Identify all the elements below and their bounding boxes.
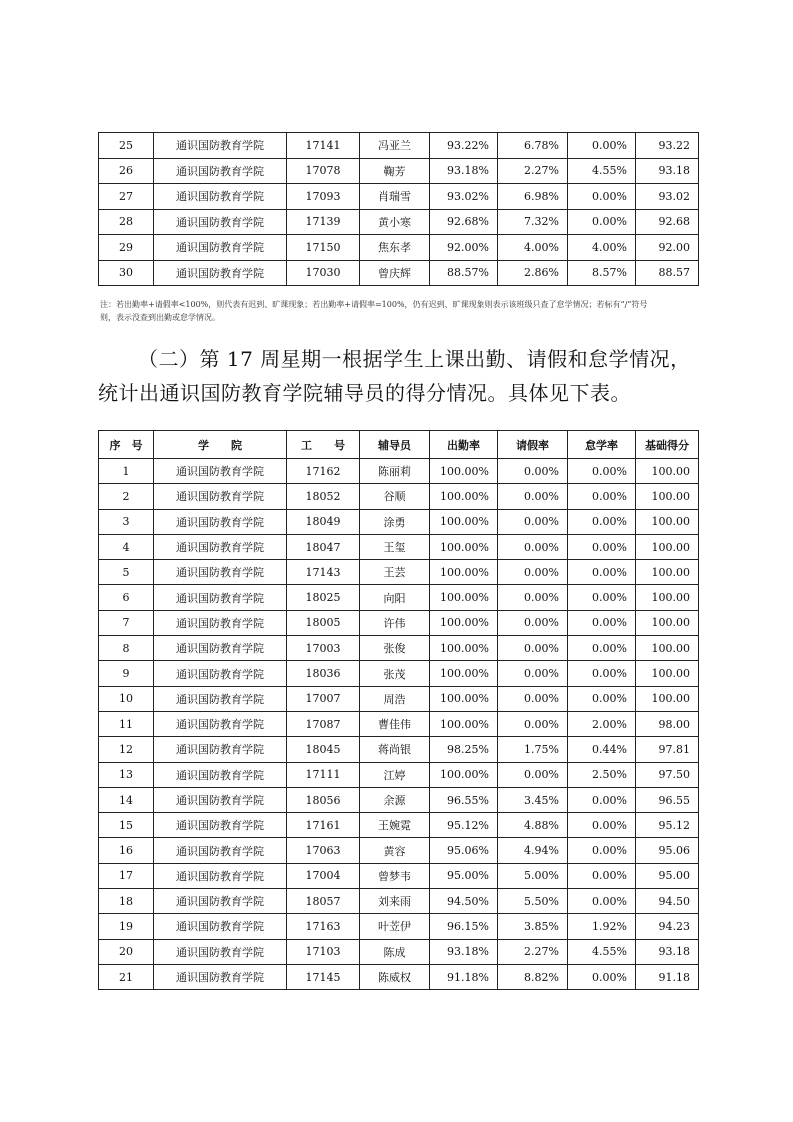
cell-staff-id: 17161: [287, 813, 360, 838]
cell-college: 通识国防教育学院: [154, 459, 287, 484]
cell-leave-rate: 0.00%: [498, 711, 568, 736]
cell-counselor: 许伟: [360, 610, 430, 635]
cell-base-score: 97.50: [636, 762, 699, 787]
cell-counselor: 曾庆辉: [360, 260, 430, 286]
cell-leave-rate: 0.00%: [498, 636, 568, 661]
cell-staff-id: 17163: [287, 914, 360, 939]
cell-attendance-rate: 100.00%: [430, 459, 498, 484]
cell-college: 通识国防教育学院: [154, 787, 287, 812]
cell-college: 通识国防教育学院: [154, 964, 287, 989]
cell-truancy-rate: 0.00%: [568, 838, 636, 863]
table-row: [99, 686, 699, 711]
table-row: [99, 260, 699, 286]
cell-base-score: 97.81: [636, 737, 699, 762]
cell-leave-rate: 2.86%: [498, 260, 568, 286]
cell-index: 10: [99, 686, 154, 711]
cell-leave-rate: 0.00%: [498, 610, 568, 635]
cell-counselor: 冯亚兰: [360, 133, 430, 159]
cell-college: 通识国防教育学院: [154, 560, 287, 585]
cell-attendance-rate: 95.00%: [430, 863, 498, 888]
cell-index: 7: [99, 610, 154, 635]
cell-truancy-rate: 4.00%: [568, 235, 636, 261]
table-row: [99, 534, 699, 559]
cell-college: 通识国防教育学院: [154, 610, 287, 635]
cell-base-score: 95.12: [636, 813, 699, 838]
cell-leave-rate: 0.00%: [498, 585, 568, 610]
cell-index: 12: [99, 737, 154, 762]
cell-leave-rate: 2.27%: [498, 158, 568, 184]
cell-leave-rate: 3.45%: [498, 787, 568, 812]
cell-index: 17: [99, 863, 154, 888]
cell-counselor: 王婉霓: [360, 813, 430, 838]
cell-attendance-rate: 100.00%: [430, 711, 498, 736]
table-row: [99, 661, 699, 686]
cell-staff-id: 18036: [287, 661, 360, 686]
header-truancy-rate: 怠学率: [568, 431, 636, 459]
cell-truancy-rate: 8.57%: [568, 260, 636, 286]
cell-attendance-rate: 100.00%: [430, 560, 498, 585]
header-attendance-rate: 出勤率: [430, 431, 498, 459]
cell-index: 21: [99, 964, 154, 989]
cell-college: 通识国防教育学院: [154, 235, 287, 261]
cell-base-score: 100.00: [636, 610, 699, 635]
cell-truancy-rate: 0.00%: [568, 863, 636, 888]
cell-leave-rate: 4.00%: [498, 235, 568, 261]
header-college: 学 院: [154, 431, 287, 459]
cell-leave-rate: 5.00%: [498, 863, 568, 888]
cell-base-score: 93.22: [636, 133, 699, 159]
cell-attendance-rate: 91.18%: [430, 964, 498, 989]
cell-base-score: 92.68: [636, 209, 699, 235]
cell-staff-id: 17139: [287, 209, 360, 235]
cell-truancy-rate: 4.55%: [568, 158, 636, 184]
cell-index: 15: [99, 813, 154, 838]
cell-truancy-rate: 0.00%: [568, 610, 636, 635]
table-row: [99, 711, 699, 736]
cell-truancy-rate: 0.00%: [568, 585, 636, 610]
cell-college: 通识国防教育学院: [154, 686, 287, 711]
table-row: [99, 209, 699, 235]
cell-college: 通识国防教育学院: [154, 863, 287, 888]
cell-counselor: 周浩: [360, 686, 430, 711]
cell-counselor: 江婷: [360, 762, 430, 787]
cell-leave-rate: 3.85%: [498, 914, 568, 939]
cell-counselor: 蒋尚银: [360, 737, 430, 762]
cell-base-score: 88.57: [636, 260, 699, 286]
cell-attendance-rate: 93.22%: [430, 133, 498, 159]
cell-leave-rate: 0.00%: [498, 534, 568, 559]
cell-base-score: 93.02: [636, 184, 699, 210]
cell-counselor: 张俊: [360, 636, 430, 661]
table-row: [99, 787, 699, 812]
continued-score-table: [98, 132, 699, 286]
cell-truancy-rate: 0.00%: [568, 133, 636, 159]
cell-index: 20: [99, 939, 154, 964]
cell-attendance-rate: 100.00%: [430, 534, 498, 559]
cell-staff-id: 17007: [287, 686, 360, 711]
cell-college: 通识国防教育学院: [154, 889, 287, 914]
cell-base-score: 100.00: [636, 661, 699, 686]
cell-base-score: 100.00: [636, 534, 699, 559]
cell-college: 通识国防教育学院: [154, 260, 287, 286]
table-header-row: [99, 431, 699, 459]
cell-staff-id: 18049: [287, 509, 360, 534]
cell-base-score: 95.06: [636, 838, 699, 863]
table-row: [99, 235, 699, 261]
cell-truancy-rate: 0.00%: [568, 686, 636, 711]
cell-college: 通识国防教育学院: [154, 636, 287, 661]
cell-index: 28: [99, 209, 154, 235]
cell-leave-rate: 6.78%: [498, 133, 568, 159]
header-base-score: 基础得分: [636, 431, 699, 459]
table-row: [99, 964, 699, 989]
cell-counselor: 肖瑞雪: [360, 184, 430, 210]
cell-staff-id: 17162: [287, 459, 360, 484]
cell-truancy-rate: 0.00%: [568, 459, 636, 484]
cell-staff-id: 17030: [287, 260, 360, 286]
cell-counselor: 余源: [360, 787, 430, 812]
cell-leave-rate: 5.50%: [498, 889, 568, 914]
cell-attendance-rate: 94.50%: [430, 889, 498, 914]
cell-attendance-rate: 93.18%: [430, 939, 498, 964]
cell-staff-id: 17150: [287, 235, 360, 261]
cell-staff-id: 18045: [287, 737, 360, 762]
cell-index: 26: [99, 158, 154, 184]
cell-counselor: 曹佳伟: [360, 711, 430, 736]
cell-leave-rate: 0.00%: [498, 484, 568, 509]
cell-index: 4: [99, 534, 154, 559]
cell-truancy-rate: 2.50%: [568, 762, 636, 787]
cell-attendance-rate: 100.00%: [430, 661, 498, 686]
table-row: [99, 939, 699, 964]
cell-counselor: 焦东孝: [360, 235, 430, 261]
cell-staff-id: 17145: [287, 964, 360, 989]
cell-truancy-rate: 0.00%: [568, 534, 636, 559]
cell-attendance-rate: 95.12%: [430, 813, 498, 838]
cell-counselor: 张茂: [360, 661, 430, 686]
cell-counselor: 陈威权: [360, 964, 430, 989]
cell-base-score: 94.50: [636, 889, 699, 914]
cell-leave-rate: 0.00%: [498, 560, 568, 585]
cell-index: 1: [99, 459, 154, 484]
cell-college: 通识国防教育学院: [154, 209, 287, 235]
cell-index: 9: [99, 661, 154, 686]
table-row: [99, 459, 699, 484]
cell-attendance-rate: 96.55%: [430, 787, 498, 812]
cell-staff-id: 17093: [287, 184, 360, 210]
cell-staff-id: 18057: [287, 889, 360, 914]
table-row: [99, 560, 699, 585]
table-row: [99, 813, 699, 838]
cell-leave-rate: 1.75%: [498, 737, 568, 762]
table-row: [99, 158, 699, 184]
cell-counselor: 刘来雨: [360, 889, 430, 914]
table-row: [99, 636, 699, 661]
cell-leave-rate: 7.32%: [498, 209, 568, 235]
cell-index: 19: [99, 914, 154, 939]
cell-college: 通识国防教育学院: [154, 133, 287, 159]
cell-college: 通识国防教育学院: [154, 184, 287, 210]
cell-counselor: 叶苙伊: [360, 914, 430, 939]
cell-staff-id: 17063: [287, 838, 360, 863]
table-row: [99, 184, 699, 210]
cell-base-score: 93.18: [636, 158, 699, 184]
cell-index: 14: [99, 787, 154, 812]
cell-truancy-rate: 4.55%: [568, 939, 636, 964]
cell-college: 通识国防教育学院: [154, 484, 287, 509]
cell-counselor: 黄小寒: [360, 209, 430, 235]
cell-base-score: 100.00: [636, 484, 699, 509]
cell-base-score: 92.00: [636, 235, 699, 261]
cell-staff-id: 17103: [287, 939, 360, 964]
cell-counselor: 向阳: [360, 585, 430, 610]
cell-college: 通识国防教育学院: [154, 737, 287, 762]
cell-truancy-rate: 0.00%: [568, 889, 636, 914]
cell-college: 通识国防教育学院: [154, 509, 287, 534]
cell-base-score: 100.00: [636, 585, 699, 610]
cell-truancy-rate: 0.00%: [568, 964, 636, 989]
cell-counselor: 王芸: [360, 560, 430, 585]
cell-college: 通识国防教育学院: [154, 158, 287, 184]
cell-index: 29: [99, 235, 154, 261]
cell-index: 2: [99, 484, 154, 509]
cell-staff-id: 18052: [287, 484, 360, 509]
cell-staff-id: 17143: [287, 560, 360, 585]
cell-staff-id: 17087: [287, 711, 360, 736]
cell-staff-id: 17141: [287, 133, 360, 159]
cell-index: 13: [99, 762, 154, 787]
cell-leave-rate: 6.98%: [498, 184, 568, 210]
cell-staff-id: 17078: [287, 158, 360, 184]
cell-counselor: 陈成: [360, 939, 430, 964]
cell-staff-id: 18056: [287, 787, 360, 812]
table-row: [99, 509, 699, 534]
cell-attendance-rate: 98.25%: [430, 737, 498, 762]
cell-college: 通识国防教育学院: [154, 661, 287, 686]
cell-leave-rate: 2.27%: [498, 939, 568, 964]
cell-base-score: 100.00: [636, 509, 699, 534]
cell-attendance-rate: 93.02%: [430, 184, 498, 210]
cell-leave-rate: 4.94%: [498, 838, 568, 863]
cell-index: 6: [99, 585, 154, 610]
cell-college: 通识国防教育学院: [154, 813, 287, 838]
cell-counselor: 黄容: [360, 838, 430, 863]
cell-attendance-rate: 100.00%: [430, 585, 498, 610]
cell-index: 11: [99, 711, 154, 736]
cell-truancy-rate: 0.00%: [568, 184, 636, 210]
table-row: [99, 762, 699, 787]
cell-leave-rate: 0.00%: [498, 686, 568, 711]
cell-truancy-rate: 0.00%: [568, 636, 636, 661]
cell-leave-rate: 4.88%: [498, 813, 568, 838]
cell-counselor: 涂勇: [360, 509, 430, 534]
cell-truancy-rate: 0.00%: [568, 813, 636, 838]
cell-index: 18: [99, 889, 154, 914]
cell-truancy-rate: 0.00%: [568, 484, 636, 509]
cell-base-score: 94.23: [636, 914, 699, 939]
cell-college: 通识国防教育学院: [154, 914, 287, 939]
table-row: [99, 889, 699, 914]
cell-staff-id: 17111: [287, 762, 360, 787]
cell-attendance-rate: 100.00%: [430, 686, 498, 711]
table-row: [99, 484, 699, 509]
cell-staff-id: 18047: [287, 534, 360, 559]
cell-college: 通识国防教育学院: [154, 585, 287, 610]
cell-attendance-rate: 95.06%: [430, 838, 498, 863]
cell-index: 30: [99, 260, 154, 286]
cell-index: 3: [99, 509, 154, 534]
intro-line-2: 统计出通识国防教育学院辅导员的得分情况。具体见下表。: [98, 381, 631, 405]
cell-index: 25: [99, 133, 154, 159]
cell-counselor: 鞠芳: [360, 158, 430, 184]
header-counselor: 辅导员: [360, 431, 430, 459]
cell-staff-id: 17003: [287, 636, 360, 661]
cell-index: 5: [99, 560, 154, 585]
table-row: [99, 914, 699, 939]
cell-index: 16: [99, 838, 154, 863]
header-staff-id: 工 号: [287, 431, 360, 459]
table-row: [99, 838, 699, 863]
cell-attendance-rate: 100.00%: [430, 484, 498, 509]
counselor-score-table: [98, 430, 699, 990]
cell-base-score: 98.00: [636, 711, 699, 736]
cell-base-score: 100.00: [636, 560, 699, 585]
cell-truancy-rate: 0.00%: [568, 509, 636, 534]
cell-college: 通识国防教育学院: [154, 534, 287, 559]
table-row: [99, 610, 699, 635]
cell-attendance-rate: 100.00%: [430, 762, 498, 787]
cell-counselor: 谷顺: [360, 484, 430, 509]
cell-leave-rate: 0.00%: [498, 509, 568, 534]
cell-college: 通识国防教育学院: [154, 762, 287, 787]
table-row: [99, 737, 699, 762]
cell-index: 8: [99, 636, 154, 661]
note-line-2: 则，表示没查到出勤或怠学情况。: [100, 313, 220, 322]
cell-attendance-rate: 100.00%: [430, 509, 498, 534]
cell-truancy-rate: 0.00%: [568, 661, 636, 686]
cell-index: 27: [99, 184, 154, 210]
cell-counselor: 王玺: [360, 534, 430, 559]
table-row: [99, 133, 699, 159]
cell-attendance-rate: 96.15%: [430, 914, 498, 939]
cell-staff-id: 17004: [287, 863, 360, 888]
cell-college: 通识国防教育学院: [154, 939, 287, 964]
cell-attendance-rate: 93.18%: [430, 158, 498, 184]
cell-college: 通识国防教育学院: [154, 711, 287, 736]
note-line-1: 注：若出勤率+请假率<100%，则代表有迟到、旷课现象；若出勤率+请假率=100%，仍有迟到、旷课现象则表示该班级只查了怠学情况；若标有“/”符号: [100, 300, 648, 309]
cell-staff-id: 18025: [287, 585, 360, 610]
cell-attendance-rate: 92.68%: [430, 209, 498, 235]
cell-attendance-rate: 88.57%: [430, 260, 498, 286]
intro-line-1: （二）第 17 周星期一根据学生上课出勤、请假和怠学情况，: [138, 347, 691, 371]
header-index: 序 号: [99, 431, 154, 459]
table-note: [100, 298, 700, 324]
table-row: [99, 863, 699, 888]
cell-college: 通识国防教育学院: [154, 838, 287, 863]
header-leave-rate: 请假率: [498, 431, 568, 459]
cell-base-score: 100.00: [636, 459, 699, 484]
table-row: [99, 585, 699, 610]
cell-truancy-rate: 2.00%: [568, 711, 636, 736]
cell-leave-rate: 0.00%: [498, 661, 568, 686]
cell-truancy-rate: 0.44%: [568, 737, 636, 762]
cell-leave-rate: 0.00%: [498, 762, 568, 787]
cell-base-score: 100.00: [636, 636, 699, 661]
cell-base-score: 100.00: [636, 686, 699, 711]
section-intro-paragraph: [98, 342, 708, 410]
cell-base-score: 96.55: [636, 787, 699, 812]
cell-attendance-rate: 100.00%: [430, 636, 498, 661]
cell-attendance-rate: 100.00%: [430, 610, 498, 635]
cell-truancy-rate: 0.00%: [568, 787, 636, 812]
cell-base-score: 95.00: [636, 863, 699, 888]
cell-counselor: 曾梦韦: [360, 863, 430, 888]
cell-leave-rate: 8.82%: [498, 964, 568, 989]
cell-truancy-rate: 0.00%: [568, 209, 636, 235]
cell-truancy-rate: 1.92%: [568, 914, 636, 939]
cell-base-score: 93.18: [636, 939, 699, 964]
cell-leave-rate: 0.00%: [498, 459, 568, 484]
cell-counselor: 陈丽莉: [360, 459, 430, 484]
cell-base-score: 91.18: [636, 964, 699, 989]
cell-truancy-rate: 0.00%: [568, 560, 636, 585]
cell-attendance-rate: 92.00%: [430, 235, 498, 261]
cell-staff-id: 18005: [287, 610, 360, 635]
